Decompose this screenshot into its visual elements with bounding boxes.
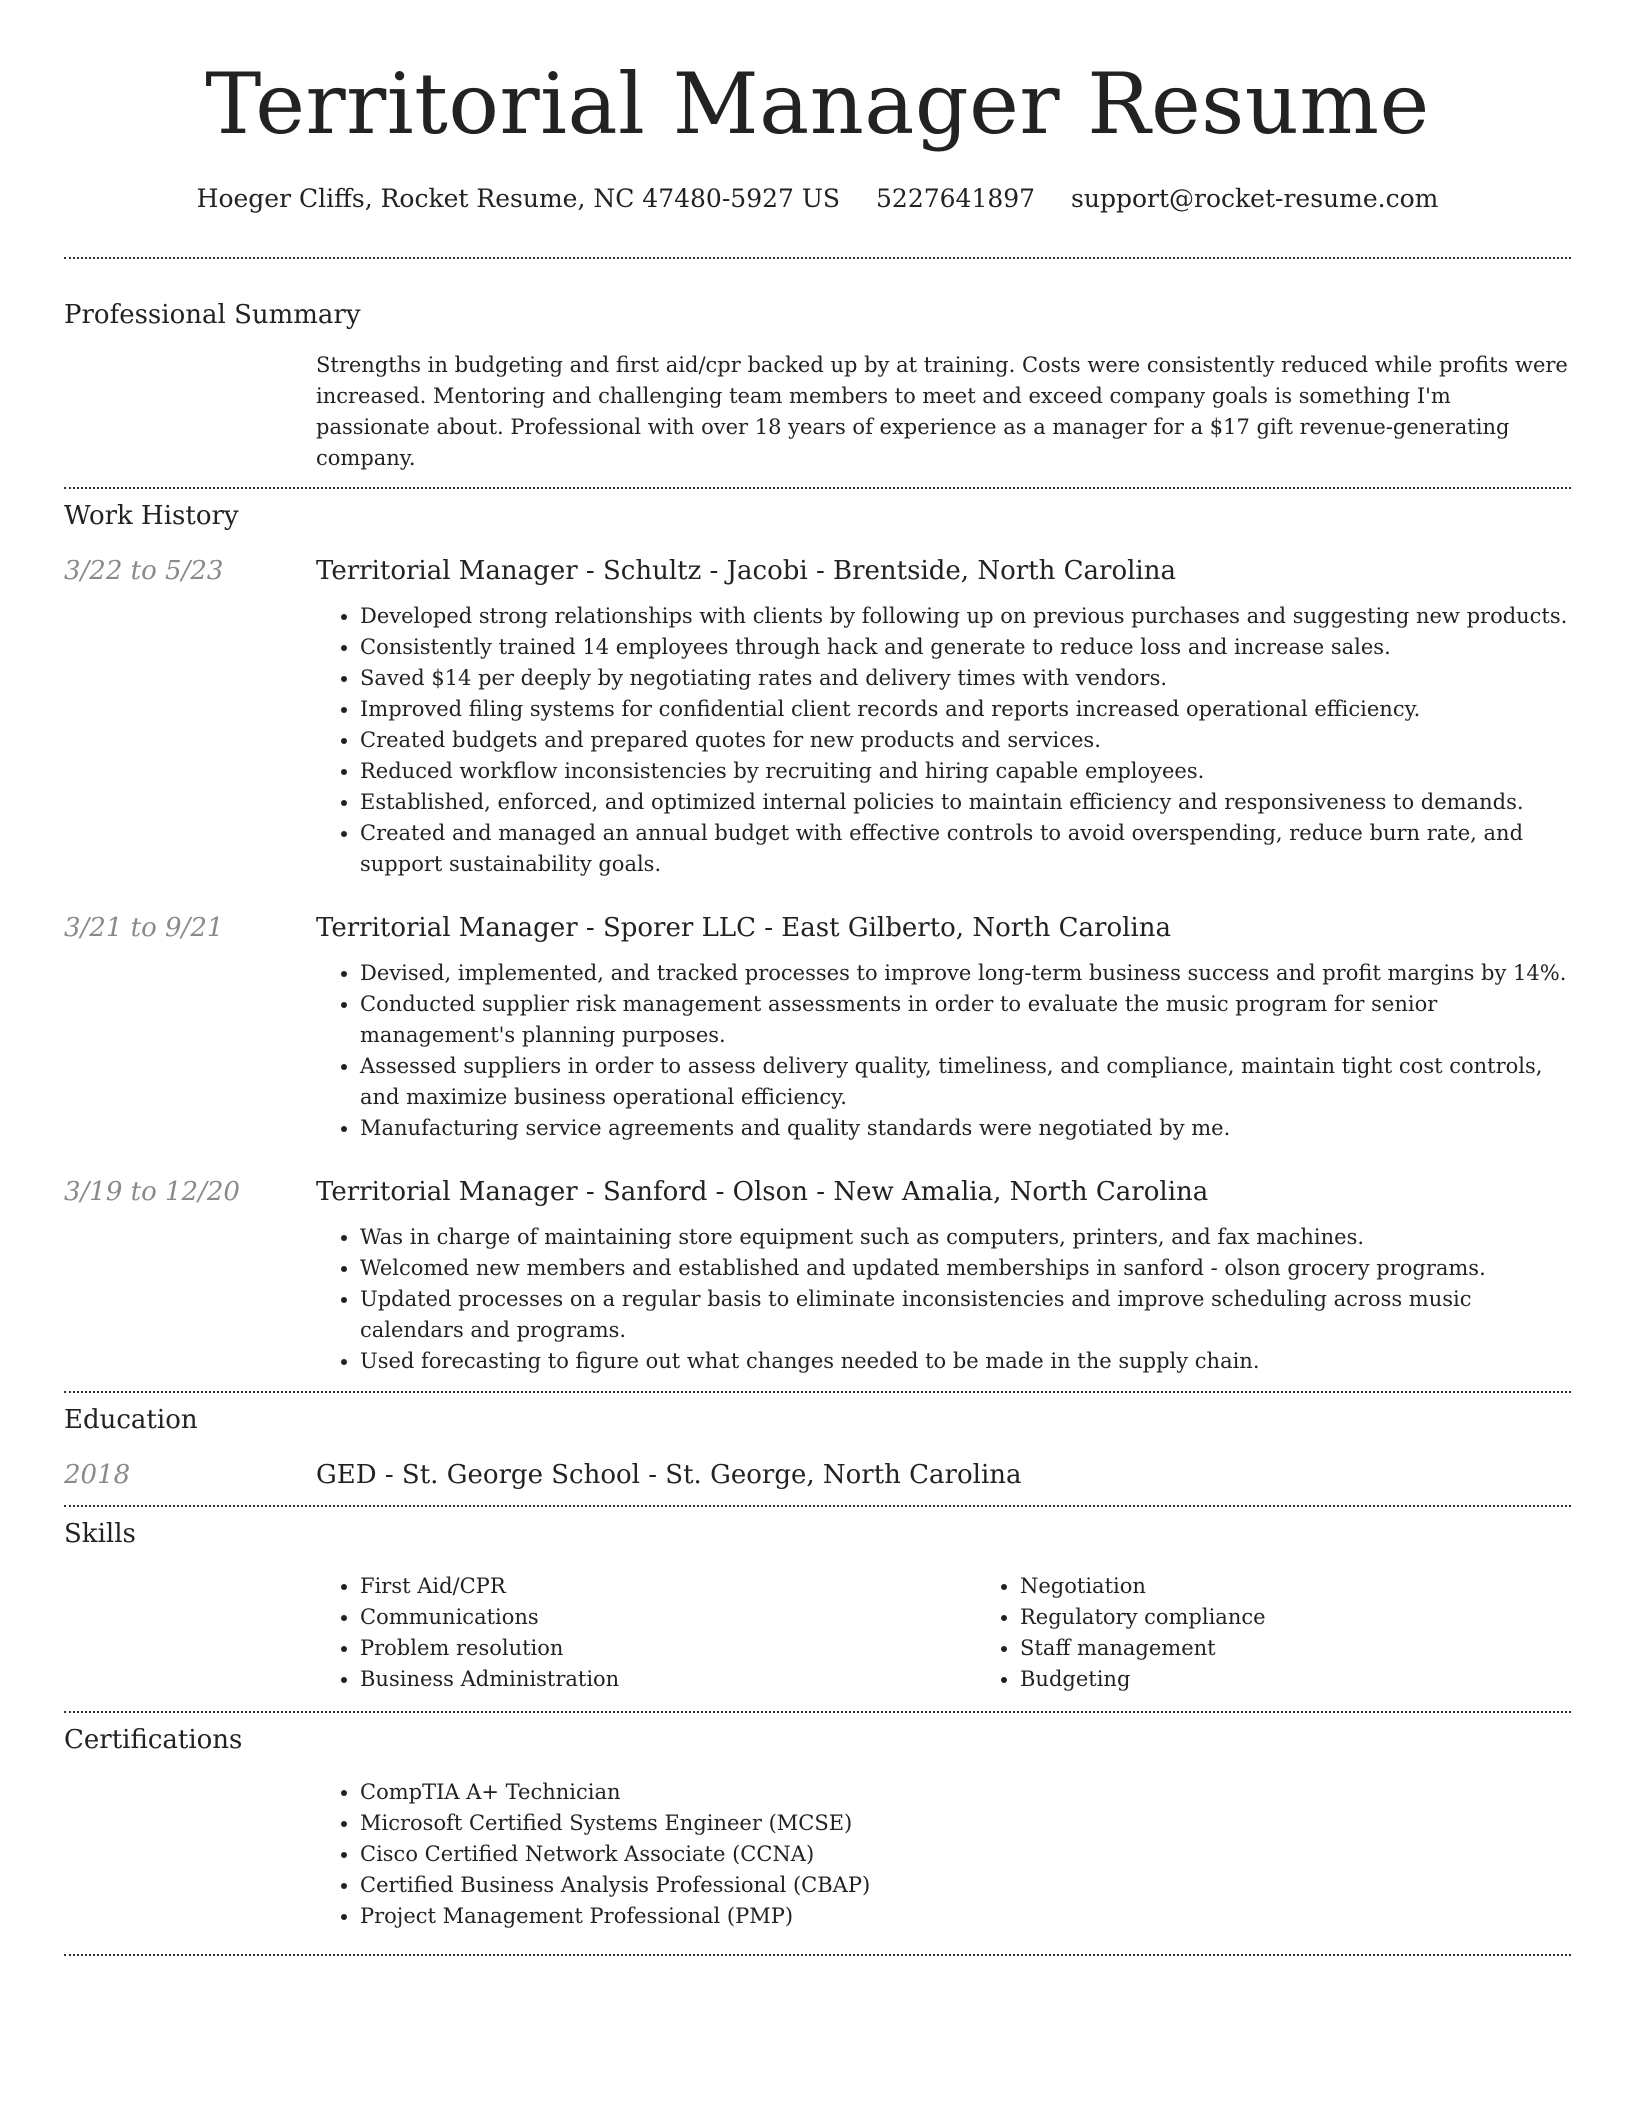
certification-item: • Cisco Certified Network Associate (CCNA): [360, 1839, 1571, 1870]
education-date: 2018: [64, 1460, 131, 1490]
skill-item: • Problem resolution: [360, 1633, 976, 1664]
summary-text: Strengths in budgeting and first aid/cpr backed up by at training. Costs were consistently reduced while profits were increased. Mentoring and challenging team members to meet and exceed company goals is something I'm passionate about. Professional with over 18 years of experience as a manager for a $17 gift revenue-generating company.: [316, 353, 1568, 470]
job-bullet: • Conducted supplier risk management assessments in order to evaluate the music program for senior management's planning purposes.: [360, 989, 1571, 1051]
contact-email[interactable]: support@rocket-resume.com: [1071, 184, 1439, 213]
job-bullet: • Consistently trained 14 employees through hack and generate to reduce loss and increase sales.: [360, 632, 1571, 663]
job-bullet: • Updated processes on a regular basis to eliminate inconsistencies and improve scheduling across music calendars and programs.: [360, 1284, 1571, 1346]
contact-phone: 5227641897: [876, 184, 1036, 213]
job-bullet: • Saved $14 per deeply by negotiating rates and delivery times with vendors.: [360, 663, 1571, 694]
certification-item: • Certified Business Analysis Professional (CBAP): [360, 1870, 1571, 1901]
skills-list: [316, 1571, 1632, 1695]
work-history-heading: Work History: [64, 501, 239, 531]
skill-item: • Business Administration: [360, 1664, 976, 1695]
contact-address: Hoeger Cliffs, Rocket Resume, NC 47480-5927 US: [196, 184, 841, 213]
certifications-section: [64, 1713, 1571, 1932]
job-bullet: • Assessed suppliers in order to assess delivery quality, timeliness, and compliance, maintain tight cost controls, and maximize business operational efficiency.: [360, 1051, 1571, 1113]
skill-item: • Regulatory compliance: [1020, 1602, 1632, 1633]
job-dates: 3/19 to 12/20: [64, 1177, 240, 1207]
job-bullet: • Manufacturing service agreements and quality standards were negotiated by me.: [360, 1113, 1571, 1144]
skill-item: • First Aid/CPR: [360, 1571, 976, 1602]
job-bullets: [316, 1222, 1571, 1377]
job-dates: 3/21 to 9/21: [64, 913, 224, 943]
job-title: Territorial Manager - Sporer LLC - East Gilberto, North Carolina: [316, 913, 1171, 943]
certifications-heading: Certifications: [64, 1725, 243, 1755]
education-entry: [64, 1457, 1571, 1493]
job-bullets: [316, 601, 1571, 880]
skills-column-right: [976, 1571, 1632, 1695]
job-bullet: • Created and managed an annual budget with effective controls to avoid overspending, reduce burn rate, and support sustainability goals.: [360, 818, 1571, 880]
job-entry: [64, 553, 1571, 880]
job-title: Territorial Manager - Sanford - Olson - New Amalia, North Carolina: [316, 1177, 1209, 1207]
job-bullet: • Devised, implemented, and tracked processes to improve long-term business success and profit margins by 14%.: [360, 958, 1571, 989]
education-title: GED - St. George School - St. George, North Carolina: [316, 1460, 1022, 1490]
job-bullet: • Created budgets and prepared quotes for new products and services.: [360, 725, 1571, 756]
resume-title: Territorial Manager Resume: [205, 55, 1430, 153]
certification-item: • Project Management Professional (PMP): [360, 1901, 1571, 1932]
skill-item: • Budgeting: [1020, 1664, 1632, 1695]
contact-line: [64, 182, 1571, 216]
divider: [64, 1954, 1571, 1956]
job-dates: 3/22 to 5/23: [64, 556, 224, 586]
job-bullet: • Improved filing systems for confidential client records and reports increased operational efficiency.: [360, 694, 1571, 725]
work-history-section: [64, 489, 1571, 1377]
skills-column-left: [316, 1571, 976, 1695]
job-bullet: • Welcomed new members and established and updated memberships in sanford - olson grocery programs.: [360, 1253, 1571, 1284]
skills-heading: Skills: [64, 1519, 136, 1549]
job-title: Territorial Manager - Schultz - Jacobi - Brentside, North Carolina: [316, 556, 1176, 586]
job-bullet: • Established, enforced, and optimized internal policies to maintain efficiency and responsiveness to demands.: [360, 787, 1571, 818]
job-entry: [64, 910, 1571, 1144]
summary-section: [64, 259, 1571, 474]
job-bullet: • Was in charge of maintaining store equipment such as computers, printers, and fax machines.: [360, 1222, 1571, 1253]
skills-section: [64, 1507, 1571, 1695]
job-bullet: • Reduced workflow inconsistencies by recruiting and hiring capable employees.: [360, 756, 1571, 787]
certifications-list: [316, 1777, 1571, 1932]
certification-item: • Microsoft Certified Systems Engineer (MCSE): [360, 1808, 1571, 1839]
certification-item: • CompTIA A+ Technician: [360, 1777, 1571, 1808]
skill-item: • Communications: [360, 1602, 976, 1633]
job-bullet: • Used forecasting to figure out what changes needed to be made in the supply chain.: [360, 1346, 1571, 1377]
resume-page: [64, 0, 1571, 1956]
skill-item: • Negotiation: [1020, 1571, 1632, 1602]
job-bullets: [316, 958, 1571, 1144]
job-bullet: • Developed strong relationships with clients by following up on previous purchases and suggesting new products.: [360, 601, 1571, 632]
summary-heading: Professional Summary: [64, 300, 361, 330]
job-entry: [64, 1174, 1571, 1377]
education-section: [64, 1393, 1571, 1493]
education-heading: Education: [64, 1405, 198, 1435]
skill-item: • Staff management: [1020, 1633, 1632, 1664]
